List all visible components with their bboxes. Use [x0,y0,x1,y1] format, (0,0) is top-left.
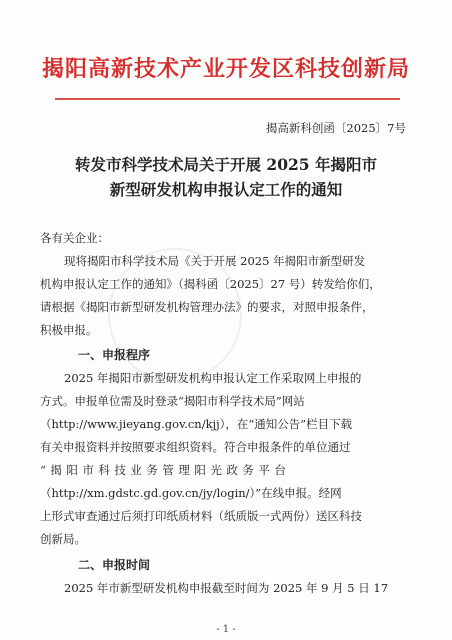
procedure-line: （http://www.jieyang.gov.cn/kjj），在“通知公告”栏目下载 [40,417,353,431]
intro-line: 积极申报。 [40,323,98,337]
page-number: - 1 - [216,624,236,635]
procedure-line: 方式。申报单位需及时登录“揭阳市科学技术局”网站 [40,394,305,408]
document-number: 揭高新科创函〔2025〕7号 [265,121,406,135]
issuing-authority-header: 揭阳高新技术产业开发区科技创新局 [41,56,410,82]
procedure-line: 2025 年揭阳市新型研发机构申报认定工作采取网上申报的 [64,371,362,385]
time-line: 2025 年市新型研发机构申报截至时间为 2025 年 9 月 5 日 17 [64,581,389,595]
document-title-line-2: 新型研发机构申报认定工作的通知 [109,180,343,199]
procedure-line: 创新局。 [40,532,86,546]
header-red-rule [55,98,400,100]
intro-line: 请根据《揭阳市新型研发机构管理办法》的要求，对照申报条件， [40,300,374,314]
document-title-line-1: 转发市科学技术局关于开展 2025 年揭阳市 [75,155,377,174]
procedure-line: （http://xm.gdstc.gd.gov.cn/jy/login/）”在线申报。经网 [40,486,342,500]
section-heading-time: 二、申报时间 [78,558,151,572]
intro-line: 现将揭阳市科学技术局《关于开展 2025 年揭阳市新型研发 [64,254,366,268]
salutation: 各有关企业： [40,231,109,245]
procedure-line: 上形式审查通过后须打印纸质材料（纸质版一式两份）送区科技 [40,509,362,523]
procedure-line: “揭阳市科技业务管理阳光政务平台 [40,463,291,477]
intro-line: 机构申报认定工作的通知》（揭科函〔2025〕27 号）转发给你们， [40,277,381,291]
section-heading-procedure: 一、申报程序 [78,348,151,362]
procedure-line: 有关申报资料并按照要求组织资料。符合申报条件的单位通过 [40,440,351,454]
